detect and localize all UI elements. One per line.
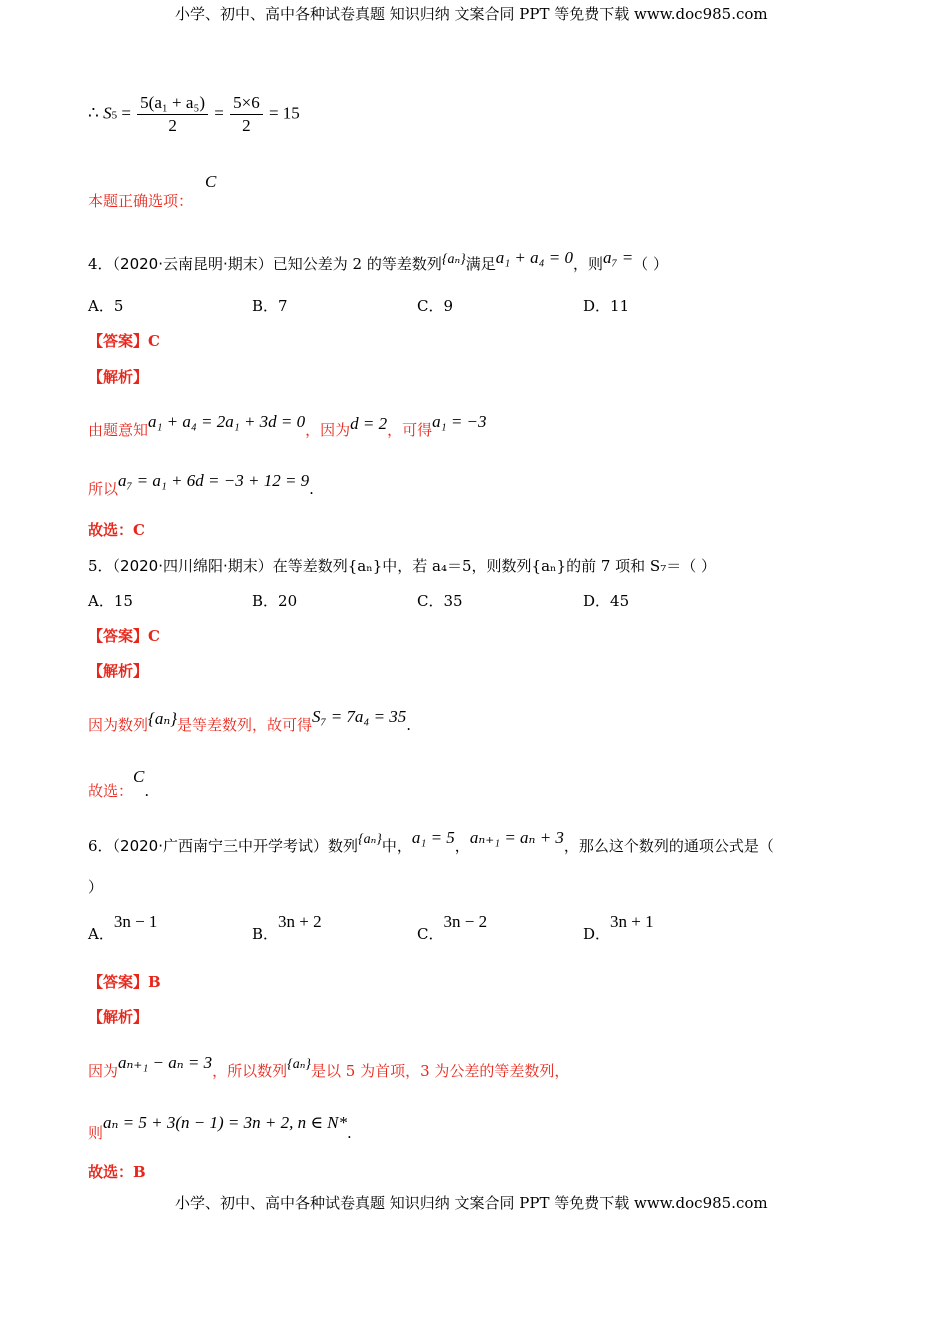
q6-seq: {aₙ} [358,832,382,847]
q6-l1-math1: aₙ₊₁ − aₙ = 3 [118,1053,213,1072]
q5-l1-math1: {aₙ} [148,709,178,728]
fraction-sum-denominator: 2 [168,116,177,135]
q5-source: （2020·四川绵阳·期末） [112,557,273,575]
q6-l1-text-a: 因为 [88,1062,119,1080]
q4-source: （2020·云南昆明·期末） [112,255,273,273]
q5-final-label: 故选： [88,782,134,800]
q5-number: 5． [88,557,113,575]
q5-l1-text-b: 是等差数列，故可得 [177,716,313,734]
q5-option-c: C．35 [417,592,463,610]
q4-l1-text-a: 由题意知 [88,421,149,439]
q6-stem-c: ， [454,837,470,855]
q4-l2-end: . [309,480,314,498]
q4-seq: {aₙ} [441,252,466,267]
q4-answer-tag: 【答案】C [88,332,160,350]
s5-symbol: S [103,103,112,123]
answer-value: C [205,172,217,191]
q6-math2: aₙ₊₁ = aₙ + 3 [469,828,564,847]
q5-option-d: D．45 [583,592,630,610]
q5-answer-tag: 【答案】C [88,627,160,645]
q4-l2-math: a₇ = a₁ + 6d = −3 + 12 = 9 [118,471,310,490]
q6-l2-end: . [347,1124,352,1142]
q4-l1-text-c: ，可得 [387,421,433,439]
fraction-sum-numerator: 5(a₁ + a₅) [137,92,208,115]
q6-answer-tag: 【答案】B [88,973,161,991]
q6-l1-text-c: 是以 5 为首项，3 为公差的等差数列， [311,1062,570,1080]
q6-l1-text-b: ，所以数列 [212,1062,288,1080]
q5-analysis-tag: 【解析】 [88,662,149,680]
q6-analysis-line1 [88,1053,569,1081]
q6-stem [88,828,774,856]
q6-option-a: A．3n − 1 [88,912,158,943]
q4-analysis-tag: 【解析】 [88,368,149,386]
q4-stem [88,248,668,274]
equals-sign-2: = [214,103,224,123]
page-header: 小学、初中、高中各种试卷真题 知识归纳 文案合同 PPT 等免费下载 www.doc985.com [175,5,768,23]
q5-l1-math2: S₇ = 7a₄ = 35 [312,707,407,726]
q5-final-end: . [144,782,150,800]
q5-final-value: C [133,767,145,786]
s5-result: = 15 [268,103,300,123]
q4-l1-math1: a₁ + a₄ = 2a₁ + 3d = 0 [148,412,306,431]
q4-option-c: C．9 [417,297,454,315]
fraction-value-numerator: 5×6 [230,92,263,115]
q6-stem-d: ，那么这个数列的通项公式是（ [563,837,774,855]
q4-analysis-line1 [88,412,487,440]
q5-option-a: A．15 [88,592,133,610]
answer-label: 本题正确选项： [88,192,194,210]
q4-paren: （ ） [633,255,668,273]
q4-l1-math2: d = 2 [350,414,388,433]
q6-stem-b: 中， [381,837,412,855]
q4-option-d: D．11 [583,297,630,315]
q5-analysis-line1 [88,707,411,735]
q4-number: 4． [88,255,113,273]
q4-option-a: A．5 [88,297,124,315]
q6-source: （2020·广西南宁三中开学考试） [112,837,328,855]
fraction-sum [137,92,208,137]
q6-analysis-line2 [88,1113,352,1143]
q6-l2-text: 则 [88,1124,104,1142]
q5-l1-text-a: 因为数列 [88,716,149,734]
s5-subscript: 5 [111,109,118,122]
q4-final: 故选：C [88,521,145,539]
fraction-value-denominator: 2 [242,116,251,135]
q5-final [88,767,149,801]
q6-stem-a: 数列 [328,837,359,855]
q4-option-b: B．7 [252,297,288,315]
q6-analysis-tag: 【解析】 [88,1008,149,1026]
q4-condition: a₁ + a₄ = 0 [495,248,574,267]
q4-target: a₇ = [603,248,634,267]
q5-option-b: B．20 [252,592,298,610]
q6-option-d: D．3n + 1 [583,912,654,943]
q5-stem-text: 在等差数列{aₙ}中，若 a₄＝5，则数列{aₙ}的前 7 项和 S₇＝（ ） [272,557,716,575]
s5-formula [88,92,300,137]
equals-sign: = [121,103,131,123]
q4-stem-b: 满足 [465,255,496,273]
q6-number: 6． [88,837,113,855]
q4-stem-a: 已知公差为 2 的等差数列 [272,255,442,273]
q4-l1-math3: a₁ = −3 [432,412,487,431]
q6-l1-math2: {aₙ} [287,1057,312,1072]
q6-option-c: C．3n − 2 [417,912,488,943]
q6-l2-math: aₙ = 5 + 3(n − 1) = 3n + 2, n ∈ N* [103,1113,348,1132]
q5-stem [88,555,716,576]
q4-l2-text: 所以 [88,480,119,498]
q6-final: 故选：B [88,1163,146,1181]
fraction-value [230,92,263,137]
q6-math1: a₁ = 5 [411,828,455,847]
page-footer: 小学、初中、高中各种试卷真题 知识归纳 文案合同 PPT 等免费下载 www.doc985.com [175,1194,768,1212]
q4-l1-text-b: ，因为 [305,421,351,439]
q6-stem-close: ） [88,878,104,896]
q4-stem-c: ，则 [573,255,604,273]
q6-option-b: B．3n + 2 [252,912,322,943]
q4-analysis-line2 [88,471,314,499]
therefore-symbol: ∴ [88,103,99,123]
q5-l1-end: . [406,716,412,734]
